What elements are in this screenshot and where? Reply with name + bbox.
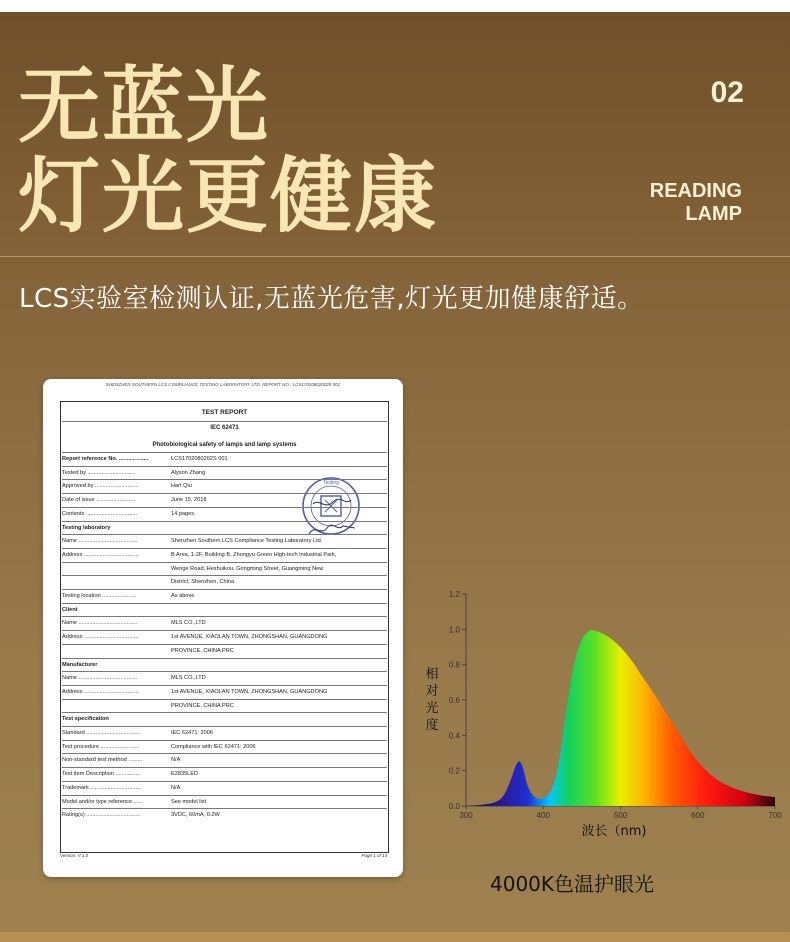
report-subject: Photobiological safety of lamps and lamp systems	[152, 442, 297, 448]
y-tick-label: 0.8	[448, 660, 460, 670]
subtitle: LCS实验室检测认证,无蓝光危害,灯光更加健康舒适。	[19, 284, 644, 314]
report-box	[60, 401, 389, 853]
report-row-value: Shenzhen Southern LCS Compliance Testing Laboratory Ltd.	[171, 538, 323, 545]
spectrum-area	[466, 630, 775, 806]
report-row-value: B Area, 1-2F, Building B, Zhongyu Green High-tech Industrial Park,	[171, 551, 337, 558]
report-row	[62, 589, 387, 604]
report-row-label: Address ...................................	[62, 688, 139, 695]
report-row-label: Name ......................................	[62, 538, 138, 545]
x-axis-label: 波长（nm)	[581, 824, 647, 839]
report-row	[62, 534, 387, 549]
report-row-value: 1st AVENUE, XIAOLAN TOWN, ZHONGSHAN, GUANGDONG	[171, 634, 328, 641]
report-row-value: Wenge Road, Heshuikou, Gongming Street, Guangming New	[171, 565, 324, 572]
report-row-label: Approved by ............................	[62, 483, 139, 490]
report-version: Version: V 1.0	[60, 853, 89, 858]
y-tick-label: 1.0	[448, 625, 460, 635]
y-axis-label-char: 对	[425, 684, 439, 699]
report-section-title: Client	[62, 606, 78, 613]
lamp-label: LAMP	[685, 203, 742, 225]
report-row-value: N/A	[171, 784, 181, 791]
report-header: SHENZHEN SOUTHERN LCS COMPLIANCE TESTING LABORATORY LTD. REPORT NO.: LCS170208020025 001	[105, 382, 341, 387]
report-row	[62, 507, 387, 522]
report-row-value: Alyson Zhang	[171, 469, 206, 476]
x-tick-label: 500	[613, 811, 628, 820]
report-row	[62, 630, 387, 645]
x-tick-label: 600	[691, 811, 705, 820]
title-divider	[62, 421, 387, 423]
report-row-value: 1st AVENUE, XIAOLAN TOWN, ZHONGSHAN, GUANGDONG	[171, 688, 328, 695]
report-row	[62, 616, 387, 631]
report-section-row	[62, 658, 387, 673]
report-row	[62, 479, 387, 494]
test-report-document	[43, 379, 403, 877]
y-axis-label-char: 光	[425, 701, 439, 716]
divider	[0, 256, 790, 257]
report-row	[62, 781, 387, 796]
report-row-label: Date of issue .........................	[62, 497, 136, 504]
report-row-value: See model list	[171, 798, 207, 805]
report-row	[62, 644, 387, 659]
headline-line2: 灯光更健康	[18, 149, 439, 244]
top-band	[0, 0, 790, 12]
report-row-value: MLS CO.,LTD	[171, 675, 206, 682]
chart-caption: 4000K色温护眼光	[490, 872, 655, 896]
report-row	[62, 753, 387, 768]
y-tick-label: 0.6	[448, 696, 460, 705]
y-axis-label-char: 相	[425, 667, 439, 682]
report-row-label: Contents .................................	[62, 510, 138, 517]
report-section-title: Manufacturer	[62, 661, 98, 668]
report-row	[62, 493, 387, 508]
report-section-row	[62, 712, 387, 727]
report-row-value: PROVINCE, CHINA PRC	[171, 702, 234, 709]
bottom-band	[0, 932, 790, 942]
report-row-value: PROVINCE, CHINA PRC	[171, 647, 234, 654]
report-row	[62, 452, 387, 467]
y-tick-label: 0.4	[448, 731, 460, 741]
report-row	[62, 808, 387, 823]
report-row	[62, 466, 387, 481]
report-row	[62, 699, 387, 714]
report-section-title: Test specification	[62, 716, 109, 723]
report-row	[62, 562, 387, 577]
stamp-text: Testing	[323, 480, 339, 486]
report-row-value: As above	[171, 593, 195, 599]
report-page: Page 1 of 14	[361, 853, 387, 858]
report-row-value: District, Shenzhen, China	[171, 579, 235, 586]
report-row	[62, 671, 387, 686]
headline-line1: 无蓝光	[18, 59, 271, 154]
report-row-label: Model and/or type reference ......	[62, 798, 143, 805]
report-row-value: 3VDC, 60mA, 0.2W	[171, 812, 220, 819]
report-row-label: Name ......................................	[62, 675, 138, 682]
report-row-label: Non-standard test method .........	[62, 757, 143, 764]
report-row-label: Test procedure .........................	[62, 743, 140, 750]
report-row-value: N/A	[171, 757, 181, 764]
y-axis-label	[425, 666, 438, 733]
report-row-label: Report reference No. ...................	[62, 456, 149, 462]
report-row	[62, 685, 387, 700]
report-row	[62, 726, 387, 741]
report-row	[62, 575, 387, 590]
report-title: TEST REPORT	[201, 409, 248, 416]
report-row-value: Compliance with IEC 62471: 2006	[171, 743, 256, 750]
y-tick-label: 0.0	[448, 802, 460, 811]
report-footer	[60, 853, 387, 858]
report-row	[62, 548, 387, 563]
y-tick-label: 0.2	[448, 766, 460, 776]
report-row-value: June 15, 2018	[171, 497, 207, 504]
report-row-label: Test item Description ................	[62, 771, 141, 778]
report-row	[62, 795, 387, 810]
report-row-label: Address ...................................	[62, 551, 139, 558]
report-row-label: Rating(s) ...................................	[62, 812, 141, 819]
report-row-value: MLS CO.,LTD	[171, 620, 206, 627]
y-axis-label-char: 度	[425, 718, 439, 733]
report-row-label: Trademark .................................	[62, 784, 142, 791]
report-row-value: E2835LED	[171, 771, 199, 778]
report-row-label: Address ...................................	[62, 634, 139, 641]
report-row-label: Tested by ...............................	[62, 469, 136, 476]
report-row-value: Hart Qiu	[171, 483, 192, 490]
report-row-value: IEC 62471: 2006	[171, 730, 213, 736]
reading-label: READING	[649, 180, 742, 202]
x-tick-label: 300	[459, 811, 473, 820]
report-section-row	[62, 603, 387, 618]
report-row-value: LCS1702080202S 001	[171, 456, 228, 462]
report-section-row	[62, 521, 387, 536]
x-tick-label: 700	[768, 811, 782, 820]
x-tick-label: 400	[536, 811, 550, 820]
spectrum-chart	[420, 582, 790, 852]
report-row-label: Name ......................................	[62, 620, 138, 627]
report-row	[62, 740, 387, 755]
section-number: 02	[710, 76, 744, 109]
report-section-title: Testing laboratory	[62, 524, 111, 531]
report-row-label: Testing location ......................	[62, 593, 137, 599]
report-row-label: Standard ...................................	[62, 730, 141, 736]
report-row	[62, 767, 387, 782]
reading-lamp-label	[650, 180, 742, 226]
y-tick-label: 1.2	[448, 590, 460, 599]
report-standard-title: IEC 62471	[210, 425, 239, 431]
report-row-value: 14 pages	[171, 510, 195, 517]
